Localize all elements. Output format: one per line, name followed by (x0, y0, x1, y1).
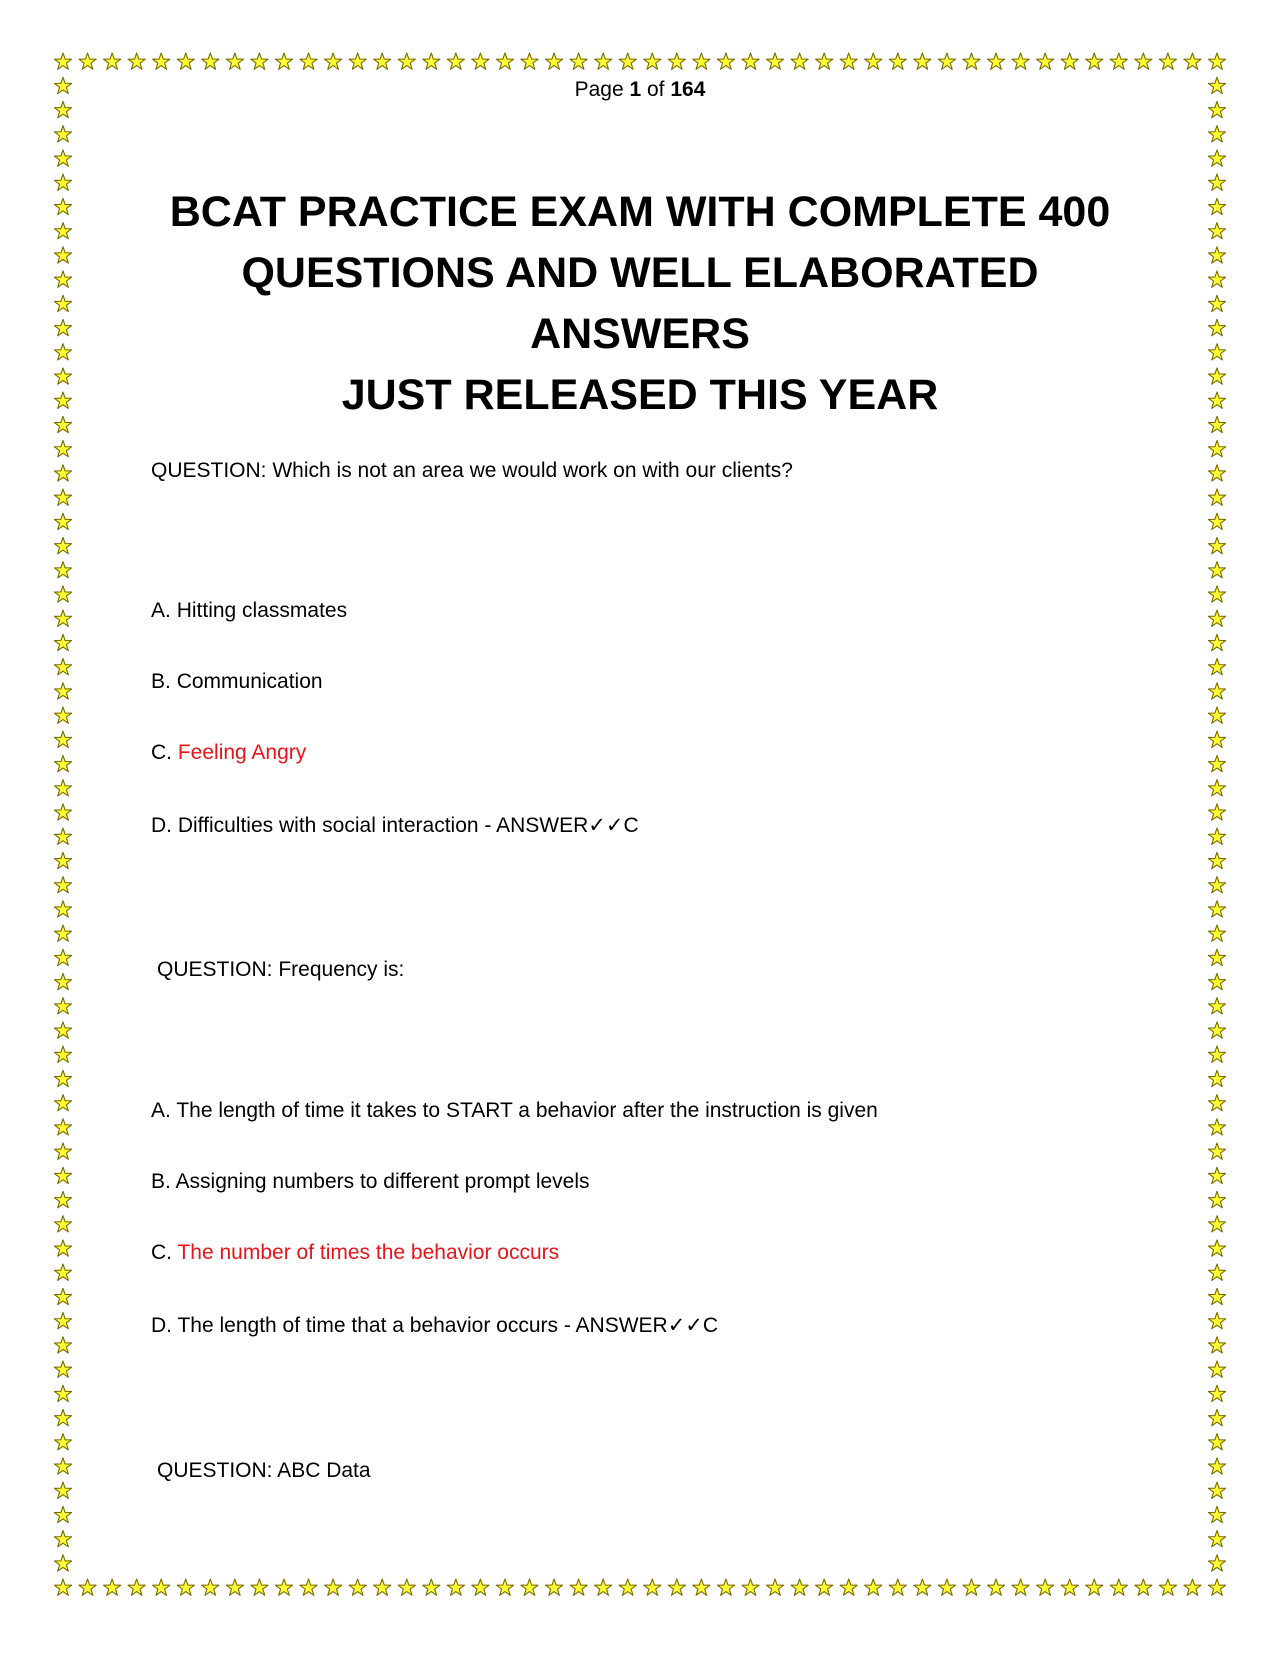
star-icon (104, 1579, 121, 1595)
question-2-text: QUESTION: Frequency is: (157, 958, 405, 981)
star-icon (1208, 513, 1225, 529)
star-icon (1208, 344, 1225, 360)
star-icon (54, 755, 71, 771)
star-icon (54, 1095, 71, 1111)
star-icon (54, 707, 71, 723)
star-icon (54, 828, 71, 844)
title-line-2: QUESTIONS AND WELL ELABORATED ANSWERS (241, 249, 1039, 358)
star-icon (1208, 1482, 1225, 1498)
star-icon (1208, 707, 1225, 723)
star-icon (54, 586, 71, 602)
star-icon (54, 1288, 71, 1304)
option-letter: C. (151, 741, 172, 764)
star-icon (275, 53, 292, 69)
star-icon (963, 53, 980, 69)
star-icon (1184, 53, 1201, 69)
star-icon (54, 1579, 71, 1595)
star-icon (275, 1579, 292, 1595)
star-icon (1208, 1288, 1225, 1304)
star-icon (1208, 489, 1225, 505)
star-icon (349, 1579, 366, 1595)
question-2-option-c (151, 1240, 559, 1266)
star-icon (324, 53, 341, 69)
star-icon (54, 877, 71, 893)
question-2-option-b (151, 1169, 590, 1195)
option-letter: D. (151, 814, 172, 837)
star-icon (153, 53, 170, 69)
star-icon (1037, 1579, 1054, 1595)
star-icon (1208, 247, 1225, 263)
star-icon (177, 1579, 194, 1595)
star-icon (914, 1579, 931, 1595)
star-icon (1208, 174, 1225, 190)
star-icon (398, 53, 415, 69)
star-icon (54, 780, 71, 796)
star-icon (1159, 1579, 1176, 1595)
star-icon (1208, 804, 1225, 820)
star-icon (1208, 998, 1225, 1014)
star-icon (644, 1579, 661, 1595)
star-icon (1208, 683, 1225, 699)
star-icon (570, 1579, 587, 1595)
star-icon (54, 1313, 71, 1329)
star-icon (693, 53, 710, 69)
star-icon (202, 53, 219, 69)
star-icon (963, 1579, 980, 1595)
star-icon (54, 949, 71, 965)
star-icon (521, 1579, 538, 1595)
star-icon (1208, 1264, 1225, 1280)
star-icon (423, 1579, 440, 1595)
star-icon (54, 537, 71, 553)
star-icon (1208, 319, 1225, 335)
star-icon (496, 1579, 513, 1595)
star-icon (1208, 1070, 1225, 1086)
star-icon (816, 53, 833, 69)
star-icon (1208, 634, 1225, 650)
star-icon (54, 1240, 71, 1256)
star-icon (914, 53, 931, 69)
star-icon (1208, 1458, 1225, 1474)
star-icon (54, 53, 71, 69)
star-icon (1208, 755, 1225, 771)
star-icon (472, 53, 489, 69)
star-icon (717, 53, 734, 69)
star-icon (1135, 1579, 1152, 1595)
star-icon (54, 1409, 71, 1425)
star-icon (1208, 1022, 1225, 1038)
star-icon (1208, 368, 1225, 384)
correct-option-text: The number of times the behavior occurs (177, 1241, 560, 1264)
star-icon (54, 1482, 71, 1498)
star-icon (202, 1579, 219, 1595)
question-2-option-a (151, 1098, 878, 1124)
star-icon (619, 53, 636, 69)
star-icon (1208, 271, 1225, 287)
star-icon (1184, 1579, 1201, 1595)
star-icon (619, 1579, 636, 1595)
star-icon (447, 1579, 464, 1595)
star-icon (79, 1579, 96, 1595)
star-icon (742, 1579, 759, 1595)
star-icon (1208, 1579, 1225, 1595)
star-icon (791, 1579, 808, 1595)
star-icon (54, 1458, 71, 1474)
star-icon (1012, 53, 1029, 69)
star-icon (1208, 659, 1225, 675)
star-icon (1208, 731, 1225, 747)
star-icon (54, 1434, 71, 1450)
star-icon (54, 101, 71, 117)
question-3-text: QUESTION: ABC Data (157, 1459, 371, 1482)
star-icon (1208, 925, 1225, 941)
star-icon (472, 1579, 489, 1595)
star-icon (496, 53, 513, 69)
star-icon (595, 1579, 612, 1595)
star-icon (54, 319, 71, 335)
star-icon (766, 53, 783, 69)
star-icon (1208, 877, 1225, 893)
star-icon (1208, 1240, 1225, 1256)
star-icon (865, 53, 882, 69)
star-icon (54, 174, 71, 190)
star-icon (1208, 1095, 1225, 1111)
star-icon (54, 126, 71, 142)
star-icon (54, 562, 71, 578)
star-icon (104, 53, 121, 69)
star-icon (226, 53, 243, 69)
star-icon (1208, 1385, 1225, 1401)
star-icon (791, 53, 808, 69)
option-letter: A. (151, 1099, 171, 1122)
star-icon (54, 392, 71, 408)
star-icon (1208, 610, 1225, 626)
question-1-option-d (151, 813, 639, 839)
star-icon (128, 1579, 145, 1595)
option-letter: A. (151, 599, 171, 622)
star-icon (54, 295, 71, 311)
star-icon (1012, 1579, 1029, 1595)
star-icon (251, 1579, 268, 1595)
star-icon (1208, 1216, 1225, 1232)
star-icon (889, 1579, 906, 1595)
star-icon (54, 1264, 71, 1280)
star-icon (1110, 53, 1127, 69)
option-text-with-answer: The length of time that a behavior occurs - ANSWER✓✓C (177, 1314, 719, 1337)
star-icon (54, 150, 71, 166)
star-icon (54, 731, 71, 747)
star-icon (1086, 53, 1103, 69)
star-icon (54, 1216, 71, 1232)
star-icon (54, 683, 71, 699)
star-icon (1208, 586, 1225, 602)
star-icon (54, 344, 71, 360)
star-icon (54, 223, 71, 239)
star-icon (1135, 53, 1152, 69)
current-page: 1 (629, 78, 642, 101)
page-label: Page (574, 78, 624, 101)
star-icon (693, 1579, 710, 1595)
star-icon (840, 53, 857, 69)
star-icon (865, 1579, 882, 1595)
star-icon (54, 1506, 71, 1522)
question-1-option-a (151, 598, 347, 624)
star-icon (300, 1579, 317, 1595)
star-icon (668, 1579, 685, 1595)
total-pages: 164 (670, 78, 706, 101)
star-icon (1208, 949, 1225, 965)
star-icon (1208, 1506, 1225, 1522)
star-icon (54, 634, 71, 650)
star-icon (54, 1555, 71, 1571)
star-icon (251, 53, 268, 69)
star-icon (54, 1361, 71, 1377)
page-number-header (0, 78, 1280, 102)
star-icon (54, 416, 71, 432)
star-icon (1208, 901, 1225, 917)
star-icon (1208, 392, 1225, 408)
star-icon (644, 53, 661, 69)
star-icon (54, 804, 71, 820)
star-icon (1037, 53, 1054, 69)
star-icon (570, 53, 587, 69)
star-icon (1208, 126, 1225, 142)
star-icon (987, 53, 1004, 69)
star-icon (595, 53, 612, 69)
star-icon (938, 53, 955, 69)
correct-option-text: Feeling Angry (177, 741, 307, 764)
star-icon (889, 53, 906, 69)
star-icon (938, 1579, 955, 1595)
star-icon (1208, 295, 1225, 311)
star-icon (1208, 1119, 1225, 1135)
star-icon (1061, 1579, 1078, 1595)
star-icon (1208, 53, 1225, 69)
star-icon (1208, 1167, 1225, 1183)
question-1-text: QUESTION: Which is not an area we would work on with our clients? (151, 459, 793, 482)
star-icon (840, 1579, 857, 1595)
star-icon (226, 1579, 243, 1595)
star-icon (54, 1191, 71, 1207)
star-icon (54, 1531, 71, 1547)
star-icon (374, 53, 391, 69)
star-icon (1208, 150, 1225, 166)
star-icon (1208, 1143, 1225, 1159)
star-icon (1208, 1313, 1225, 1329)
star-icon (1208, 562, 1225, 578)
star-icon (1208, 416, 1225, 432)
star-icon (54, 901, 71, 917)
star-icon (54, 659, 71, 675)
star-icon (54, 973, 71, 989)
star-icon (766, 1579, 783, 1595)
star-icon (1208, 537, 1225, 553)
option-letter: C. (151, 1241, 172, 1264)
star-icon (1208, 1555, 1225, 1571)
star-icon (1208, 223, 1225, 239)
option-text: The length of time it takes to START a behavior after the instruction is given (176, 1099, 878, 1122)
star-icon (1208, 441, 1225, 457)
star-icon (1208, 101, 1225, 117)
star-icon (54, 1385, 71, 1401)
star-icon (54, 610, 71, 626)
star-icon (668, 53, 685, 69)
star-icon (54, 513, 71, 529)
star-icon (54, 1337, 71, 1353)
document-title (130, 182, 1150, 426)
star-icon (128, 53, 145, 69)
star-icon (54, 1022, 71, 1038)
star-icon (1061, 53, 1078, 69)
option-letter: B. (151, 1170, 171, 1193)
star-icon (1208, 852, 1225, 868)
star-icon (1110, 1579, 1127, 1595)
star-icon (398, 1579, 415, 1595)
star-icon (742, 53, 759, 69)
star-icon (54, 925, 71, 941)
star-icon (423, 53, 440, 69)
star-icon (54, 368, 71, 384)
star-icon (54, 247, 71, 263)
star-icon (54, 1046, 71, 1062)
option-text: Assigning numbers to different prompt levels (175, 1170, 590, 1193)
star-icon (1208, 1361, 1225, 1377)
star-icon (1208, 465, 1225, 481)
star-icon (447, 53, 464, 69)
star-icon (54, 852, 71, 868)
star-icon (54, 1167, 71, 1183)
star-icon (54, 271, 71, 287)
question-1-option-b (151, 669, 323, 695)
option-letter: B. (151, 670, 171, 693)
star-icon (1159, 53, 1176, 69)
star-icon (54, 998, 71, 1014)
star-icon (54, 198, 71, 214)
star-icon (374, 1579, 391, 1595)
star-icon (1208, 1046, 1225, 1062)
star-icon (54, 1119, 71, 1135)
star-icon (153, 1579, 170, 1595)
star-icon (1208, 198, 1225, 214)
star-icon (300, 53, 317, 69)
star-icon (987, 1579, 1004, 1595)
star-icon (1208, 973, 1225, 989)
option-text: Hitting classmates (176, 599, 348, 622)
question-1-option-c (151, 740, 306, 766)
star-icon (324, 1579, 341, 1595)
star-icon (1086, 1579, 1103, 1595)
star-icon (54, 465, 71, 481)
star-icon (349, 53, 366, 69)
star-icon (816, 1579, 833, 1595)
star-icon (79, 53, 96, 69)
star-icon (1208, 1337, 1225, 1353)
option-text: Communication (176, 670, 323, 693)
star-icon (54, 489, 71, 505)
star-icon (1208, 1191, 1225, 1207)
star-icon (177, 53, 194, 69)
star-icon (545, 1579, 562, 1595)
page-of-label: of (647, 78, 665, 101)
question-2-option-d (151, 1313, 718, 1339)
star-icon (54, 441, 71, 457)
star-icon (54, 1143, 71, 1159)
star-icon (521, 53, 538, 69)
star-icon (1208, 780, 1225, 796)
star-icon (1208, 1409, 1225, 1425)
star-icon (54, 1070, 71, 1086)
title-line-1: BCAT PRACTICE EXAM WITH COMPLETE 400 (169, 188, 1111, 236)
star-icon (545, 53, 562, 69)
star-icon (1208, 1434, 1225, 1450)
option-letter: D. (151, 1314, 172, 1337)
option-text-with-answer: Difficulties with social interaction - ANSWER✓✓C (177, 814, 639, 837)
title-line-3: JUST RELEASED THIS YEAR (341, 371, 939, 419)
star-icon (1208, 828, 1225, 844)
star-icon (1208, 1531, 1225, 1547)
star-icon (717, 1579, 734, 1595)
